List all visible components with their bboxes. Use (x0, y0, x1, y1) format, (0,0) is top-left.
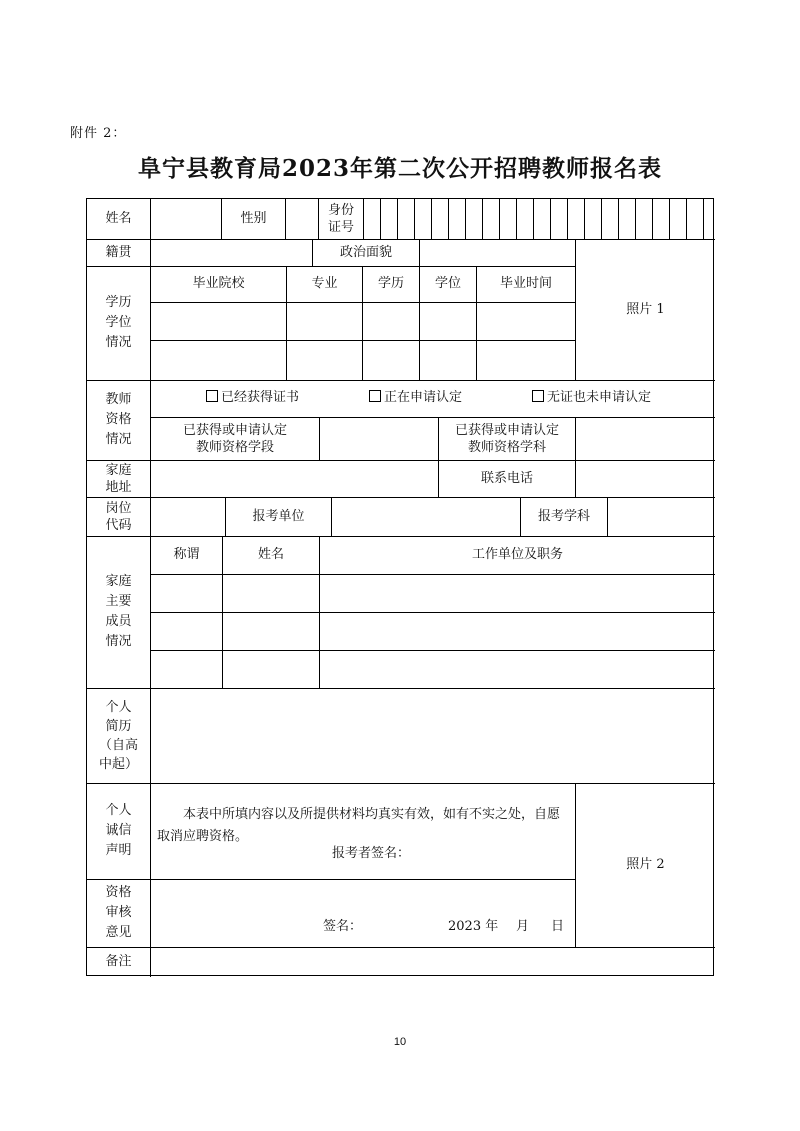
label-apply-subject: 报考学科 (537, 508, 590, 524)
input-home-address[interactable] (151, 460, 438, 497)
family-header-workplace: 工作单位及职务 (471, 547, 563, 562)
attachment-label: 附件 2： (70, 126, 127, 141)
label-cert-subject: 已获得或申请认定 教师资格学科 (454, 422, 559, 455)
checkbox-no-cert[interactable] (532, 390, 544, 402)
label-education: 学历 学位 情况 (105, 295, 132, 350)
option-cert-applying: 正在申请认定 (384, 390, 463, 405)
label-family-members: 家庭 主要 成员 情况 (105, 574, 132, 649)
input-remarks[interactable] (151, 947, 715, 977)
label-gender: 性别 (240, 211, 267, 226)
edu-header-major: 专业 (311, 276, 338, 291)
input-gender[interactable] (286, 199, 318, 239)
applicant-signature-label: 报考者签名： (332, 846, 411, 861)
input-name[interactable] (151, 199, 221, 239)
edu-header-school: 毕业院校 (192, 276, 245, 291)
label-teacher-qualification: 教师 资格 情况 (105, 392, 132, 447)
label-political-status: 政治面貌 (339, 244, 392, 260)
label-resume: 个人 简历 （自高 中起） (98, 699, 138, 772)
label-apply-unit: 报考单位 (252, 508, 305, 524)
input-phone[interactable] (576, 460, 715, 497)
review-date-year: 2023 年 (448, 919, 499, 934)
option-no-cert: 无证也未申请认定 (547, 390, 652, 405)
option-cert-obtained: 已经获得证书 (221, 390, 300, 405)
edu-header-degree: 学位 (434, 276, 461, 291)
photo-1-box[interactable]: 照片 1 (626, 301, 665, 317)
input-resume[interactable] (151, 688, 715, 783)
review-date-month: 月 (516, 919, 530, 934)
input-native-place[interactable] (151, 239, 312, 266)
family-header-relation: 称谓 (173, 547, 200, 562)
checkbox-cert-obtained[interactable] (206, 390, 218, 402)
label-phone: 联系电话 (480, 470, 533, 486)
label-name: 姓名 (105, 211, 132, 226)
family-header-name: 姓名 (257, 547, 284, 562)
checkbox-cert-applying[interactable] (369, 390, 381, 402)
label-post-code: 岗位 代码 (105, 500, 132, 533)
label-remarks: 备注 (105, 954, 132, 969)
integrity-statement: 本表中所填内容以及所提供材料均真实有效，如有不实之处，自愿取消应聘资格。 (157, 807, 561, 844)
label-review: 资格 审核 意见 (105, 885, 132, 940)
review-signature-label: 签名： (323, 919, 363, 934)
form-title: 阜宁县教育局2023年第二次公开招聘教师报名表 (137, 155, 662, 182)
registration-form-table (86, 198, 714, 976)
input-political-status[interactable] (420, 239, 575, 266)
edu-header-graduation-time: 毕业时间 (499, 276, 552, 291)
label-id-number: 身份 证号 (327, 203, 354, 235)
label-integrity: 个人 诚信 声明 (105, 803, 132, 858)
photo-2-box[interactable]: 照片 2 (626, 857, 665, 872)
label-cert-stage: 已获得或申请认定 教师资格学段 (182, 422, 287, 455)
edu-header-degree-level: 学历 (377, 276, 404, 291)
label-native-place: 籍贯 (105, 244, 132, 260)
review-date-day: 日 (551, 919, 565, 934)
page-number: 10 (393, 1036, 407, 1048)
label-home-address: 家庭 地址 (105, 462, 132, 495)
